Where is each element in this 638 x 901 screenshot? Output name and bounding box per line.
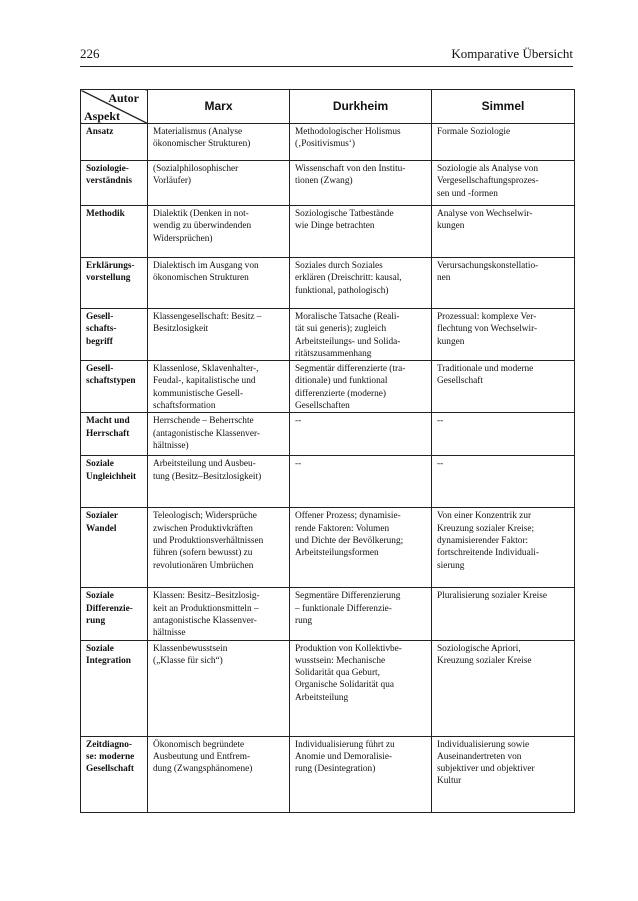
durkheim-cell bbox=[290, 206, 432, 258]
cell-line: Wandel bbox=[86, 523, 117, 534]
marx-cell bbox=[148, 640, 290, 736]
cell-line: Herrschende – Beherrschte bbox=[153, 416, 254, 427]
aspect-cell bbox=[81, 640, 148, 736]
cell-line: Ökonomisch begründete bbox=[153, 739, 245, 750]
cell-line: antagonistische Klassenver- bbox=[153, 615, 257, 626]
durkheim-cell bbox=[290, 508, 432, 588]
cell-line: und Produktionsverhältnissen bbox=[153, 535, 264, 546]
cell-line: – funktionale Differenzie- bbox=[295, 603, 392, 614]
cell-line: wusstsein: Mechanische bbox=[295, 655, 386, 666]
cell-line: Soziale bbox=[86, 643, 114, 654]
cell-line: ökonomischen Strukturen bbox=[153, 273, 249, 284]
aspect-cell bbox=[81, 258, 148, 309]
cell-line: kungen bbox=[437, 221, 465, 232]
table-row bbox=[81, 413, 575, 456]
simmel-cell bbox=[432, 124, 575, 161]
cell-line: sen und -formen bbox=[437, 188, 498, 199]
cell-line: fortschreitende Individuali- bbox=[437, 548, 539, 559]
cell-line: („Klasse für sich“) bbox=[153, 655, 223, 666]
cell-line: differenzierte (moderne) bbox=[295, 388, 386, 399]
cell-line: subjektiver und objektiver bbox=[437, 764, 535, 775]
cell-line: Dialektik (Denken in not- bbox=[153, 209, 249, 219]
table-row bbox=[81, 640, 575, 736]
cell-line: rende Faktoren: Volumen bbox=[295, 523, 390, 534]
marx-cell bbox=[148, 456, 290, 508]
cell-line: se: moderne bbox=[86, 751, 135, 762]
cell-line: kungen bbox=[437, 336, 465, 347]
corner-label-aspekt: Aspekt bbox=[84, 108, 121, 123]
cell-line: Ungleichheit bbox=[86, 471, 137, 482]
cell-line: Organische Solidarität qua bbox=[295, 680, 394, 691]
cell-line: funktional, pathologisch) bbox=[295, 285, 389, 296]
corner-label-autor: Autor bbox=[108, 91, 139, 105]
marx-cell bbox=[148, 361, 290, 413]
durkheim-cell bbox=[290, 258, 432, 309]
cell-line: zwischen Produktivkräften bbox=[153, 523, 253, 534]
aspect-cell bbox=[81, 161, 148, 206]
table-row bbox=[81, 508, 575, 588]
cell-line: Prozessual: komplexe Ver- bbox=[437, 312, 537, 322]
table-row bbox=[81, 456, 575, 508]
cell-line: hältnisse bbox=[153, 628, 186, 639]
simmel-cell bbox=[432, 258, 575, 309]
corner-cell bbox=[81, 90, 148, 124]
cell-line: Soziales durch Soziales bbox=[295, 261, 383, 271]
durkheim-cell bbox=[290, 588, 432, 640]
cell-line: Gesellschaften bbox=[295, 401, 350, 412]
marx-cell bbox=[148, 161, 290, 206]
cell-line: Segmentär differenzierte (tra- bbox=[295, 364, 406, 375]
cell-line: Arbeitsteilung und Ausbeu- bbox=[153, 459, 256, 470]
page-header bbox=[80, 46, 573, 67]
table-row bbox=[81, 124, 575, 161]
cell-line: Segmentäre Differenzierung bbox=[295, 591, 401, 602]
cell-line: Integration bbox=[86, 655, 131, 666]
cell-line: Widersprüchen) bbox=[153, 233, 213, 244]
cell-line: Klassengesellschaft: Besitz – bbox=[153, 312, 262, 322]
cell-line: Herrschaft bbox=[86, 428, 130, 439]
aspect-cell bbox=[81, 206, 148, 258]
cell-line: -- bbox=[437, 416, 444, 427]
durkheim-cell bbox=[290, 736, 432, 812]
cell-line: wendig zu überwindenden bbox=[153, 221, 252, 232]
cell-line: Ausbeutung und Entfrem- bbox=[153, 751, 251, 762]
cell-line: rung bbox=[295, 615, 313, 626]
simmel-cell bbox=[432, 640, 575, 736]
column-header-simmel: Simmel bbox=[432, 90, 575, 124]
cell-line: vorstellung bbox=[86, 273, 131, 284]
cell-line: Offener Prozess; dynamisie- bbox=[295, 511, 401, 522]
simmel-cell bbox=[432, 413, 575, 456]
simmel-cell bbox=[432, 309, 575, 361]
table-row bbox=[81, 258, 575, 309]
cell-line: Feudal-, kapitalistische und bbox=[153, 376, 256, 387]
cell-line: Vorläufer) bbox=[153, 176, 192, 187]
cell-line: Pluralisierung sozialer Kreise bbox=[437, 591, 547, 602]
cell-line: Soziale bbox=[86, 459, 114, 470]
cell-line: Anomie und Demoralisie- bbox=[295, 751, 393, 762]
durkheim-cell bbox=[290, 161, 432, 206]
cell-line: flechtung von Wechselwir- bbox=[437, 324, 538, 335]
cell-line: Verursachungskonstellatio- bbox=[437, 261, 539, 271]
durkheim-cell bbox=[290, 413, 432, 456]
running-title: Komparative Übersicht bbox=[451, 46, 573, 61]
cell-line: Soziale bbox=[86, 591, 114, 602]
cell-line: schaftsformation bbox=[153, 401, 216, 412]
cell-line: nen bbox=[437, 273, 451, 284]
cell-line: Kultur bbox=[437, 776, 462, 787]
aspect-cell bbox=[81, 124, 148, 161]
cell-line: Besitzlosigkeit bbox=[153, 324, 209, 335]
cell-line: (antagonistische Klassenver- bbox=[153, 428, 260, 439]
table-body bbox=[81, 124, 575, 813]
aspect-cell bbox=[81, 456, 148, 508]
cell-line: dynamisierender Faktor: bbox=[437, 535, 529, 546]
cell-line: Materialismus (Analyse bbox=[153, 127, 243, 137]
aspect-cell bbox=[81, 736, 148, 812]
cell-line: Differenzie- bbox=[86, 603, 133, 614]
cell-line: dung (Zwangsphänomene) bbox=[153, 764, 253, 775]
durkheim-cell bbox=[290, 124, 432, 161]
cell-line: begriff bbox=[86, 336, 113, 347]
marx-cell bbox=[148, 736, 290, 812]
simmel-cell bbox=[432, 588, 575, 640]
cell-line: kommunistische Gesell- bbox=[153, 388, 244, 399]
cell-line: rung bbox=[86, 615, 106, 626]
cell-line: -- bbox=[295, 416, 302, 427]
table-row bbox=[81, 736, 575, 812]
cell-line: revolutionären Umbrüchen bbox=[153, 560, 254, 571]
cell-line: führen (sofern bewusst) zu bbox=[153, 548, 253, 559]
cell-line: Produktion von Kollektivbe- bbox=[295, 643, 402, 654]
cell-line: (Sozialphilosophischer bbox=[153, 164, 239, 174]
cell-line: tät sui generis); zugleich bbox=[295, 324, 387, 335]
cell-line: -- bbox=[295, 459, 302, 470]
cell-line: Soziologische Tatbestände bbox=[295, 209, 394, 219]
cell-line: Ansatz bbox=[86, 127, 114, 137]
simmel-cell bbox=[432, 736, 575, 812]
cell-line: Gesell- bbox=[86, 312, 114, 322]
cell-line: verständnis bbox=[86, 176, 132, 187]
table-row bbox=[81, 588, 575, 640]
cell-line: Traditionale und moderne bbox=[437, 364, 534, 375]
simmel-cell bbox=[432, 508, 575, 588]
cell-line: Formale Soziologie bbox=[437, 127, 511, 137]
cell-line: Klassen: Besitz–Besitzlosig- bbox=[153, 591, 260, 602]
cell-line: und Dichte der Bevölkerung; bbox=[295, 535, 404, 546]
cell-line: Arbeitsteilungs- und Solida- bbox=[295, 336, 401, 347]
cell-line: Arbeitsteilung bbox=[295, 692, 349, 703]
cell-line: Sozialer bbox=[86, 511, 119, 522]
cell-line: sierung bbox=[437, 560, 465, 571]
durkheim-cell bbox=[290, 640, 432, 736]
cell-line: Wissenschaft von den Institu- bbox=[295, 164, 406, 174]
cell-line: Soziologie- bbox=[86, 164, 129, 174]
cell-line: Methodik bbox=[86, 209, 125, 219]
cell-line: Arbeitsteilungsformen bbox=[295, 548, 379, 559]
cell-line: Von einer Konzentrik zur bbox=[437, 511, 532, 522]
aspect-cell bbox=[81, 309, 148, 361]
cell-line: Analyse von Wechselwir- bbox=[437, 209, 533, 219]
cell-line: Klassenlose, Sklavenhalter-, bbox=[153, 364, 259, 375]
simmel-cell bbox=[432, 361, 575, 413]
cell-line: Gesellschaft bbox=[437, 376, 483, 387]
column-header-durkheim: Durkheim bbox=[290, 90, 432, 124]
aspect-cell bbox=[81, 588, 148, 640]
aspect-cell bbox=[81, 361, 148, 413]
durkheim-cell bbox=[290, 456, 432, 508]
cell-line: (‚Positivismus‘) bbox=[295, 139, 355, 150]
cell-line: Gesell- bbox=[86, 364, 114, 375]
cell-line: Solidarität qua Geburt, bbox=[295, 668, 380, 679]
aspect-cell bbox=[81, 413, 148, 456]
table-header-row bbox=[81, 90, 575, 124]
marx-cell bbox=[148, 258, 290, 309]
table-row bbox=[81, 309, 575, 361]
table-row bbox=[81, 161, 575, 206]
cell-line: ritätszusammenhang bbox=[295, 348, 372, 359]
cell-line: Dialektisch im Ausgang von bbox=[153, 261, 259, 271]
marx-cell bbox=[148, 413, 290, 456]
simmel-cell bbox=[432, 456, 575, 508]
cell-line: Auseinandertreten von bbox=[437, 751, 522, 762]
cell-line: Methodologischer Holismus bbox=[295, 127, 401, 137]
simmel-cell bbox=[432, 206, 575, 258]
cell-line: erklären (Dreischritt: kausal, bbox=[295, 273, 402, 284]
cell-line: Soziologie als Analyse von bbox=[437, 164, 538, 174]
marx-cell bbox=[148, 508, 290, 588]
cell-line: Kreuzung sozialer Kreise; bbox=[437, 523, 535, 534]
durkheim-cell bbox=[290, 361, 432, 413]
cell-line: Erklärungs- bbox=[86, 261, 135, 271]
comparison-table bbox=[80, 89, 575, 813]
cell-line: Kreuzung sozialer Kreise bbox=[437, 655, 532, 666]
simmel-cell bbox=[432, 161, 575, 206]
cell-line: schafts- bbox=[86, 324, 117, 335]
cell-line: ökonomischer Strukturen) bbox=[153, 139, 251, 150]
table-row bbox=[81, 206, 575, 258]
cell-line: Vergesellschaftungsprozes- bbox=[437, 176, 539, 187]
cell-line: Gesellschaft bbox=[86, 764, 135, 775]
column-header-marx: Marx bbox=[148, 90, 290, 124]
page-number: 226 bbox=[80, 46, 100, 61]
marx-cell bbox=[148, 124, 290, 161]
cell-line: Individualisierung sowie bbox=[437, 739, 530, 750]
cell-line: Teleologisch; Widersprüche bbox=[153, 511, 257, 522]
cell-line: keit an Produktionsmitteln – bbox=[153, 603, 259, 614]
marx-cell bbox=[148, 206, 290, 258]
cell-line: ditionale) und funktional bbox=[295, 376, 388, 387]
cell-line: wie Dinge betrachten bbox=[295, 221, 375, 232]
table-row bbox=[81, 361, 575, 413]
cell-line: Klassenbewusstsein bbox=[153, 643, 228, 654]
cell-line: -- bbox=[437, 459, 444, 470]
cell-line: Soziologische Apriori, bbox=[437, 643, 521, 654]
cell-line: tung (Besitz–Besitzlosigkeit) bbox=[153, 471, 262, 482]
marx-cell bbox=[148, 309, 290, 361]
cell-line: Moralische Tatsache (Reali- bbox=[295, 312, 400, 322]
cell-line: tionen (Zwang) bbox=[295, 176, 353, 187]
cell-line: hältnisse) bbox=[153, 440, 189, 451]
cell-line: schaftstypen bbox=[86, 376, 136, 387]
cell-line: Macht und bbox=[86, 416, 130, 427]
cell-line: rung (Desintegration) bbox=[295, 764, 376, 775]
aspect-cell bbox=[81, 508, 148, 588]
marx-cell bbox=[148, 588, 290, 640]
durkheim-cell bbox=[290, 309, 432, 361]
cell-line: Zeitdiagno- bbox=[86, 739, 132, 750]
cell-line: Individualisierung führt zu bbox=[295, 739, 395, 750]
